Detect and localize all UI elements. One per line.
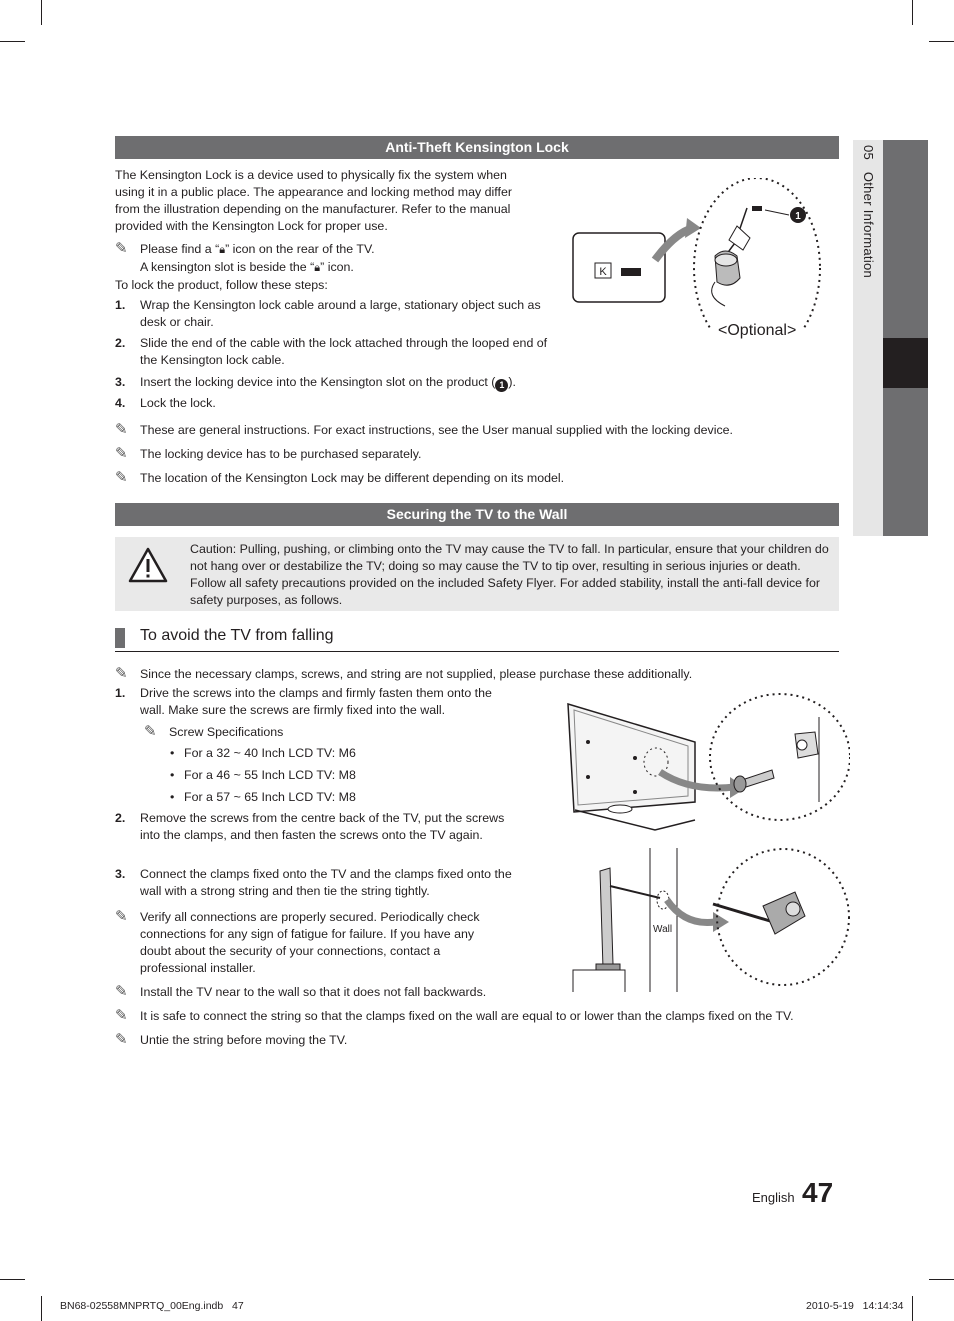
wall-label: Wall: [653, 924, 673, 935]
note-safe: ✎ It is safe to connect the string so that the clamps fixed on the wall are equal to or lower than the clamps fixed on the TV.: [115, 1007, 794, 1024]
crop-mark: [929, 41, 954, 42]
callout-number-1: 1: [495, 379, 508, 392]
screw-spec-item: • For a 46 ~ 55 Inch LCD TV: M8: [170, 768, 356, 782]
crop-mark: [912, 0, 913, 25]
note-pencil-icon: ✎: [115, 445, 128, 462]
kensington-step: 1. Wrap the Kensington lock cable around a large, stationary object such as desk or chair.: [115, 298, 541, 329]
tv-wall-string-illustration: [565, 846, 855, 994]
wall-step: 2. Remove the screws from the centre back of the TV, put the screws into the clamps, and then fasten the screws onto the TV again.: [115, 811, 505, 842]
kensington-lead: To lock the product, follow these steps:: [115, 278, 328, 292]
kensington-step: 4. Lock the lock.: [115, 396, 216, 410]
wall-section-heading: Securing the TV to the Wall: [115, 503, 839, 526]
crop-mark: [0, 41, 25, 42]
crop-mark: [0, 1279, 25, 1280]
kensington-note: ✎ These are general instructions. For exact instructions, see the User manual supplied with the locking device.: [115, 421, 733, 438]
note-install: ✎ Install the TV near to the wall so that it does not fall backwards.: [115, 983, 487, 1000]
kensington-section-heading: Anti-Theft Kensington Lock: [115, 136, 839, 159]
note-screw-specs: ✎ Screw Specifications: [144, 723, 284, 740]
note-verify: ✎ Verify all connections are properly secured. Periodically check connections for any sign of fatigue for failure. If you have any doubt about the security of your connections, contact a professional installer.: [115, 908, 480, 975]
callout-number-1: 1: [795, 211, 801, 222]
note-pencil-icon: ✎: [115, 469, 128, 486]
caution-text: Caution: Pulling, pushing, or climbing onto the TV may cause the TV to fall. In particular, ensure that your children do not hang over or destabilize the TV; doing so may cause the TV to tip over, resulting in serious injuries or death. Follow all safety precautions provided on the included Safety Flyer. For added stability, install the anti-fall device for safety purposes, as follows.: [190, 542, 829, 607]
chapter-label: [861, 145, 877, 345]
crop-mark: [929, 1279, 954, 1280]
note-purchase: ✎ Since the necessary clamps, screws, and string are not supplied, please purchase these additionally.: [115, 665, 693, 682]
kensington-step: 2. Slide the end of the cable with the lock attached through the looped end of the Kensington lock cable.: [115, 336, 548, 367]
kensington-lock-icon: 🔒︎: [314, 262, 321, 274]
chapter-title: Other Information: [861, 171, 876, 279]
crop-mark: [41, 1296, 42, 1321]
subheading-marker: [115, 628, 125, 648]
optional-label: <Optional>: [718, 322, 797, 339]
crop-mark: [41, 0, 42, 25]
footer-timestamp: 2010-5-19 14:14:34: [806, 1300, 904, 1312]
warning-triangle-icon: [127, 546, 169, 584]
note-find-icon: ✎ Please find a “🔒︎” icon on the rear of the TV. A kensington slot is beside the “🔒︎” icon.: [115, 241, 560, 277]
screw-spec-item: • For a 32 ~ 40 Inch LCD TV: M6: [170, 746, 356, 760]
k-label: K: [599, 266, 607, 278]
kensington-intro: The Kensington Lock is a device used to physically fix the system when using it in a public place. The appearance and locking method may differ from the illustration depending on the manufacturer. Refer to the manual provided with the Kensington Lock for proper use.: [115, 168, 512, 233]
screw-spec-item: • For a 57 ~ 65 Inch LCD TV: M8: [170, 790, 356, 804]
fall-prevention-subheading: To avoid the TV from falling: [115, 626, 839, 652]
crop-mark: [912, 1296, 913, 1321]
chapter-tab-active: [883, 338, 928, 388]
kensington-note: ✎ The locking device has to be purchased separately.: [115, 445, 422, 462]
note-untie: ✎ Untie the string before moving the TV.: [115, 1031, 348, 1048]
note-pencil-icon: ✎: [115, 421, 128, 438]
kensington-note: ✎ The location of the Kensington Lock may be different depending on its model.: [115, 469, 565, 486]
chapter-tab-lower: [883, 388, 928, 536]
wall-step: 1. Drive the screws into the clamps and firmly fasten them onto the wall. Make sure the screws are firmly fixed into the wall.: [115, 686, 492, 717]
note-pencil-icon: ✎: [115, 983, 128, 1000]
note-pencil-icon: ✎: [115, 1007, 128, 1024]
footer-file-name: BN68-02558MNPRTQ_00Eng.indb 47: [60, 1300, 244, 1312]
footer-language: English: [752, 1190, 795, 1205]
kensington-lock-icon: 🔒︎: [219, 244, 226, 256]
note-pencil-icon: ✎: [115, 908, 128, 925]
chapter-tab-upper: [883, 140, 928, 338]
tv-back-screw-illustration: [560, 692, 850, 837]
chapter-number: 05: [861, 145, 876, 161]
caution-label: Caution: [190, 542, 233, 556]
page-number: 47: [802, 1177, 834, 1208]
kensington-step: 3. Insert the locking device into the Kensington slot on the product ( 1 ).: [115, 375, 516, 390]
note-pencil-icon: ✎: [115, 1031, 128, 1048]
caution-box: [115, 537, 839, 611]
kensington-illustration: [565, 178, 830, 328]
wall-step: 3. Connect the clamps fixed onto the TV and the clamps fixed onto the wall with a strong string and then tie the string tightly.: [115, 867, 512, 898]
note-pencil-icon: ✎: [115, 240, 128, 257]
note-pencil-icon: ✎: [144, 723, 157, 740]
note-pencil-icon: ✎: [115, 665, 128, 682]
